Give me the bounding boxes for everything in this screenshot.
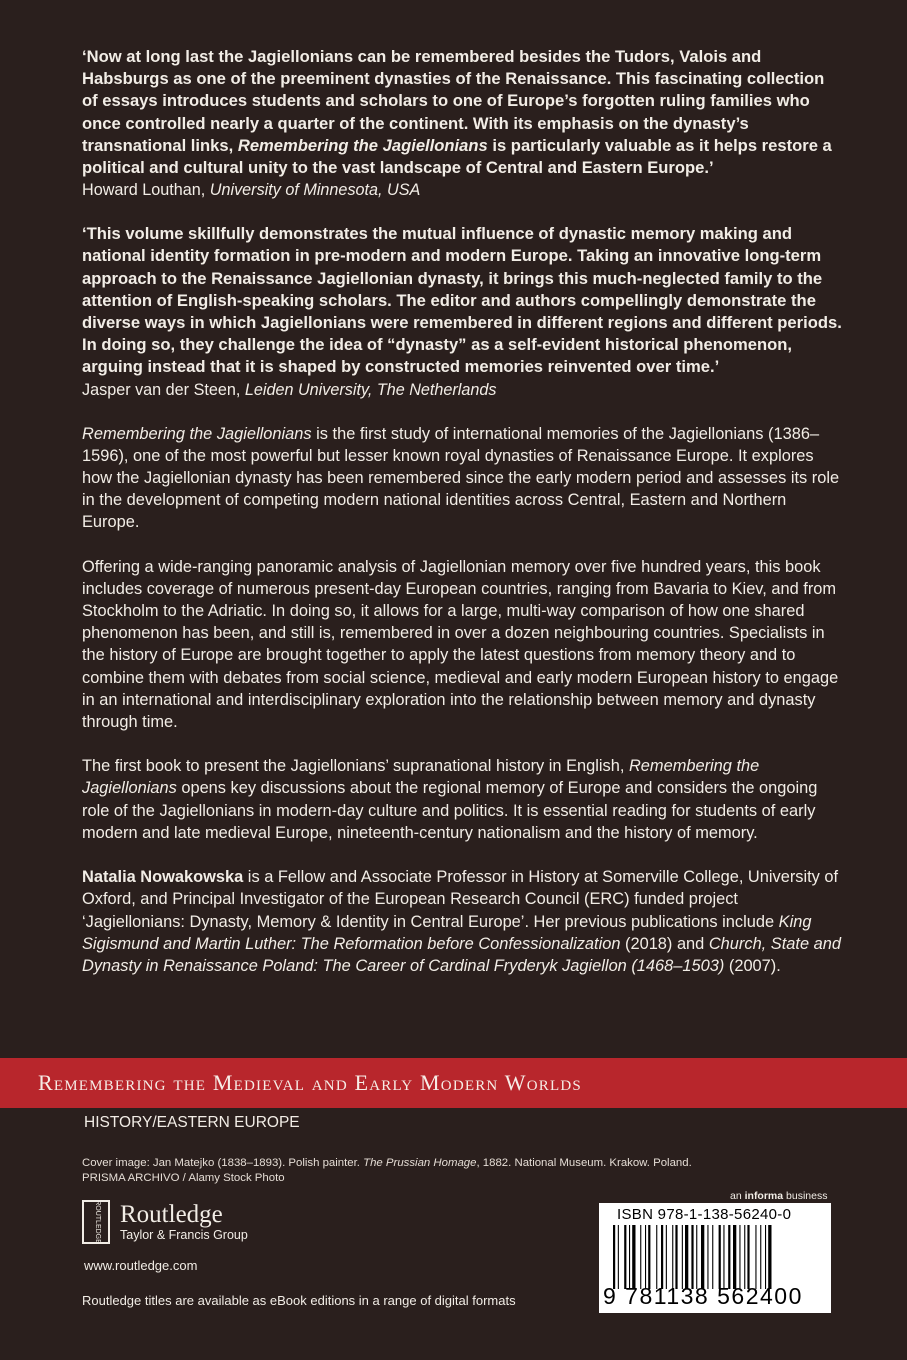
endorsement-attribution-1: Howard Louthan, University of Minnesota, USA — [82, 181, 421, 200]
barcode-bar — [618, 1225, 619, 1289]
barcode-bar — [747, 1225, 749, 1289]
endorsement-attribution-2: Jasper van der Steen, Leiden University, The Netherlands — [82, 380, 497, 399]
barcode-bar — [648, 1225, 650, 1289]
description-paragraph-1: Remembering the Jagiellonians is the first study of international memories of the Jagiellonians (1386–1596), one of the most powerful but lesser known royal dynasties of Renaissance Europe. It explores how the Jagiellonian dynasty has been remembered since the early modern period and assesses its role in the development of competing modern national identities across Central, Eastern and Northern Europe. — [82, 424, 840, 532]
barcode-bar — [719, 1225, 721, 1289]
endorsement-quote-2: ‘This volume skillfully demonstrates the mutual influence of dynastic memory making and national identity formation in pre-modern and modern Europe. Taking an innovative long-term approach to the Renaissance Jagiellonian dynasty, it brings this much-neglected family to the attention of English-speaking scholars. The editor and authors compellingly demonstrate the diverse ways in which Jagiellonians were remembered in different regions and different periods. In doing so, they challenge the idea of “dynasty” as a self-evident historical phenomenon, arguing instead that it is shaped by constructed memories reinvented over time.’ — [82, 224, 842, 377]
series-band — [0, 1058, 907, 1108]
author-bio: Natalia Nowakowska is a Fellow and Associate Professor in History at Somerville College, University of Oxford, and Principal Investigator of the European Research Council (ERC) funded project ‘Jagiellonians: Dynasty, Memory & Identity in Central Europe’. Her previous publications include King Sigismund and Martin Luther: The Reformation before Confessionalization (2018) and Church, State and Dynasty in Renaissance Poland: The Career of Cardinal Fryderyk Jagiellon (1468–1503) (2007). — [82, 868, 841, 975]
barcode-bar — [739, 1225, 740, 1289]
barcode-bar — [666, 1225, 667, 1289]
series-title: Remembering the Medieval and Early Modern Worlds — [38, 1070, 582, 1095]
barcode-bar — [691, 1225, 693, 1289]
barcode-bar — [760, 1225, 761, 1289]
barcode-bar — [640, 1225, 641, 1289]
barcode-bar — [685, 1225, 688, 1289]
description-paragraph-2: Offering a wide-ranging panoramic analysis of Jagiellonian memory over five hundred years, this book includes coverage of numerous present-day European countries, ranging from Bavaria to Kiev, and from Stockholm to the Adriatic. In doing so, it allows for a large, multi-way comparison of how one shared phenomenon has been, and still is, remembered in over a dozen neighbouring countries. Specialists in the history of Europe are brought together to apply the latest questions from memory theory and to combine them with debates from social science, medieval and early modern European history to engage in an international and interdisciplinary exploration into the relationship between memory and dynasty through time. — [82, 557, 839, 732]
barcode-bar — [632, 1225, 635, 1289]
barcode-bar — [701, 1225, 704, 1289]
endorsement-quote-1: ‘Now at long last the Jagiellonians can be remembered besides the Tudors, Valois and Habsburgs as one of the preeminent dynasties of the Renaissance. This fascinating collection of essays introduces students and scholars to one of Europe’s forgotten ruling families who once controlled nearly a quarter of the continent. With its emphasis on the dynasty’s transnational links, Remembering the Jagiellonians is particularly valuable as it helps restore a political and cultural unity to the vast landscape of Central and Eastern Europe.’ — [82, 47, 832, 178]
svg-text:ROUTLEDGE: ROUTLEDGE — [94, 1200, 101, 1244]
barcode-bar — [768, 1225, 771, 1289]
barcode-bar — [696, 1225, 697, 1289]
publisher-url: www.routledge.com — [84, 1258, 198, 1273]
barcode-bar — [733, 1225, 736, 1289]
subject-category: HISTORY/EASTERN EUROPE — [84, 1114, 300, 1131]
barcode-bar — [661, 1225, 663, 1289]
barcode-bar — [613, 1225, 615, 1289]
publisher-logo — [82, 1200, 248, 1244]
barcode-bar — [656, 1225, 657, 1289]
isbn-barcode — [599, 1203, 831, 1313]
barcode-bar — [723, 1225, 724, 1289]
informa-business-label: an informa business — [730, 1190, 828, 1202]
ebook-note: Routledge titles are available as eBook editions in a range of digital formats — [82, 1293, 516, 1308]
barcode-bar — [728, 1225, 730, 1289]
barcode-bar — [645, 1225, 646, 1289]
isbn-label: ISBN 978-1-138-56240-0 — [617, 1206, 792, 1223]
barcode-bars-icon — [613, 1225, 823, 1289]
barcode-bar — [624, 1225, 626, 1289]
barcode-bar — [765, 1225, 766, 1289]
publisher-name: Routledge — [120, 1200, 223, 1228]
barcode-bar — [707, 1225, 708, 1289]
barcode-bar — [712, 1225, 713, 1289]
publisher-group: Taylor & Francis Group — [120, 1227, 248, 1242]
barcode-bar — [744, 1225, 745, 1289]
description-paragraph-3: The first book to present the Jagiellonians’ supranational history in English, Remembering the Jagiellonians opens key discussions about the regional memory of Europe and considers the ongoing role of the Jagiellonians in modern-day culture and politics. It is essential reading for students of early modern and late medieval Europe, nineteenth-century nationalism and the history of memory. — [82, 757, 818, 842]
barcode-bar — [682, 1225, 683, 1289]
barcode-bar — [672, 1225, 673, 1289]
cover-credit: Cover image: Jan Matejko (1838–1893). Polish painter. The Prussian Homage, 1882. National Museum. Krakow. Poland. PRISMA ARCHIVO / Alamy Stock Photo — [82, 1157, 692, 1184]
barcode-digits: 9 781138 562400 — [603, 1283, 803, 1309]
routledge-logo-icon — [82, 1200, 110, 1244]
barcode-bar — [755, 1225, 756, 1289]
back-cover-text — [82, 46, 842, 999]
barcode-bar — [629, 1225, 630, 1289]
barcode-bar — [675, 1225, 677, 1289]
